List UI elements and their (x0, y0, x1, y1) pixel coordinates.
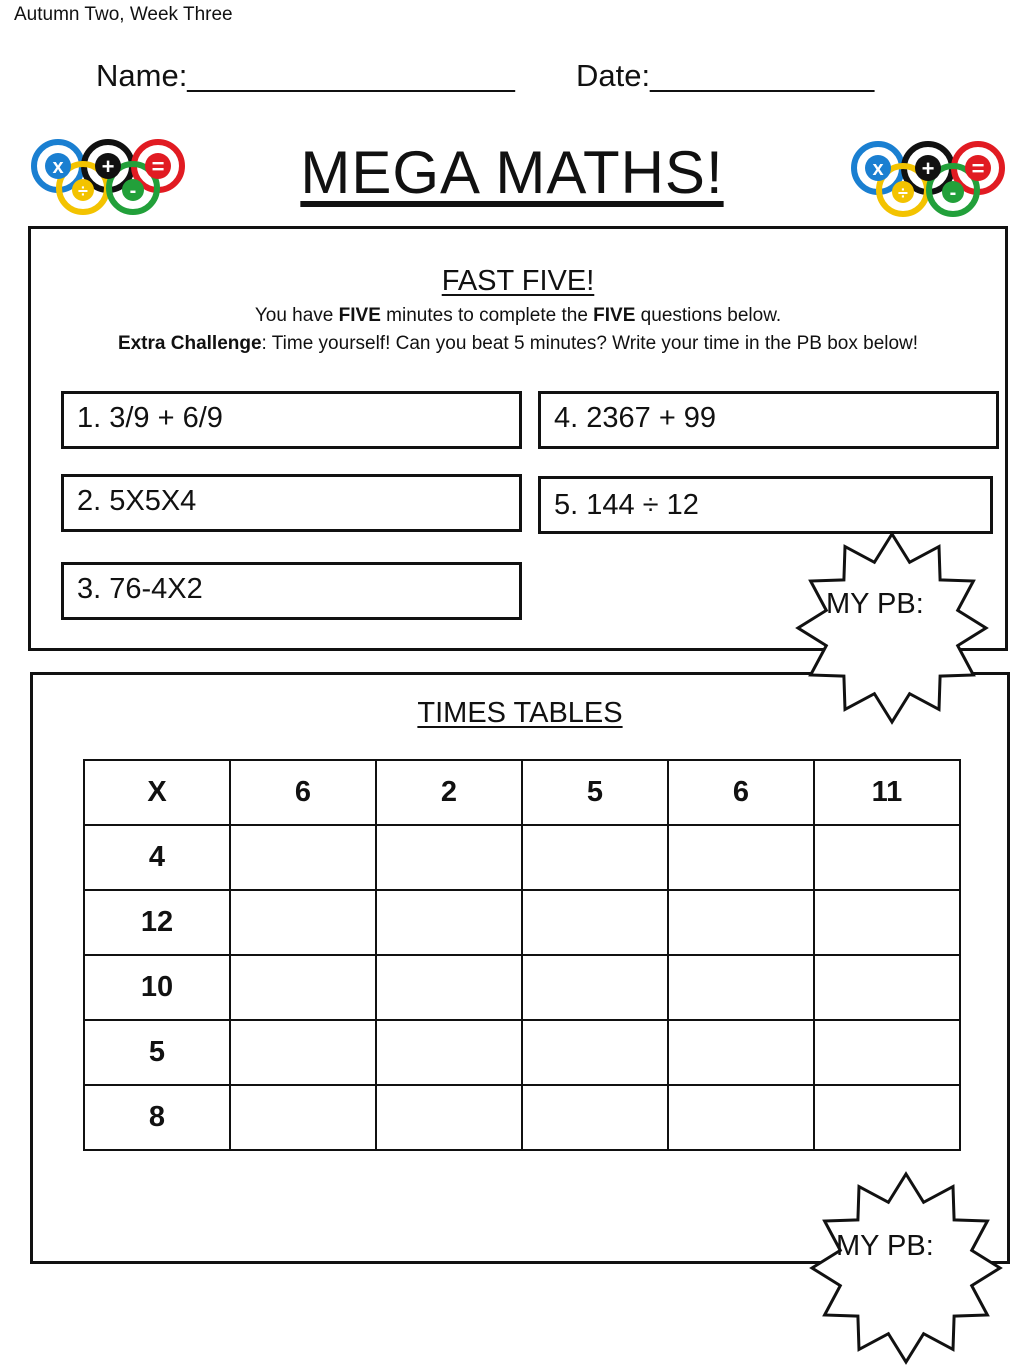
instruction-emphasis: FIVE (593, 305, 636, 326)
svg-text:+: + (101, 154, 115, 179)
fast-five-instructions (31, 305, 1005, 327)
svg-text:x: x (52, 156, 64, 178)
times-tables-heading: TIMES TABLES (417, 697, 623, 729)
svg-text:=: = (971, 156, 985, 181)
answer-cell[interactable] (522, 1085, 668, 1150)
column-header: 6 (668, 760, 814, 825)
column-header: 6 (230, 760, 376, 825)
svg-text:÷: ÷ (78, 181, 88, 201)
table-row (84, 825, 960, 890)
column-header: 11 (814, 760, 960, 825)
answer-cell[interactable] (376, 1020, 522, 1085)
table-header-row (84, 760, 960, 825)
table-row (84, 955, 960, 1020)
answer-cell[interactable] (668, 890, 814, 955)
answer-cell[interactable] (668, 825, 814, 890)
answer-cell[interactable] (814, 1085, 960, 1150)
answer-cell[interactable] (522, 955, 668, 1020)
answer-cell[interactable] (230, 1020, 376, 1085)
answer-cell[interactable] (668, 1020, 814, 1085)
instruction-text: You have (254, 305, 339, 326)
answer-cell[interactable] (376, 1085, 522, 1150)
svg-text:÷: ÷ (898, 183, 908, 203)
answer-cell[interactable] (668, 1085, 814, 1150)
extra-challenge-text: : Time yourself! Can you beat 5 minutes? Write your time in the PB box below! (261, 333, 919, 354)
table-row (84, 890, 960, 955)
answer-cell[interactable] (522, 890, 668, 955)
row-header: 5 (84, 1020, 230, 1085)
answer-cell[interactable] (522, 1020, 668, 1085)
question-3-box[interactable]: 3. 76-4X2 (61, 562, 522, 620)
extra-challenge-instructions (31, 333, 1005, 355)
row-header: 12 (84, 890, 230, 955)
answer-cell[interactable] (230, 1085, 376, 1150)
svg-text:-: - (949, 182, 957, 204)
question-1-box[interactable]: 1. 3/9 + 6/9 (61, 391, 522, 449)
page-title: MEGA MATHS! (300, 139, 724, 206)
instruction-text: minutes to complete the (380, 305, 594, 326)
answer-cell[interactable] (230, 825, 376, 890)
instruction-text: questions below. (635, 305, 782, 326)
row-header: 8 (84, 1085, 230, 1150)
svg-text:x: x (872, 158, 884, 180)
extra-challenge-label: Extra Challenge (117, 333, 262, 354)
pb-starburst-fast-five[interactable] (792, 528, 992, 728)
question-5-box[interactable]: 5. 144 ÷ 12 (538, 476, 993, 534)
svg-text:+: + (921, 156, 935, 181)
pb-label: MY PB: (826, 588, 924, 620)
worksheet-subtitle: Autumn Two, Week Three (14, 4, 233, 25)
answer-cell[interactable] (376, 890, 522, 955)
date-field[interactable]: Date:_____________ (576, 58, 875, 93)
table-row (84, 1020, 960, 1085)
fast-five-heading: FAST FIVE! (441, 265, 595, 297)
question-4-box[interactable]: 4. 2367 + 99 (538, 391, 999, 449)
answer-cell[interactable] (522, 825, 668, 890)
instruction-emphasis: FIVE (338, 305, 381, 326)
answer-cell[interactable] (814, 955, 960, 1020)
column-header: 2 (376, 760, 522, 825)
table-row (84, 1085, 960, 1150)
question-2-box[interactable]: 2. 5X5X4 (61, 474, 522, 532)
pb-label: MY PB: (836, 1230, 934, 1262)
svg-text:-: - (129, 180, 137, 202)
pb-starburst-times-tables[interactable] (806, 1168, 1006, 1368)
name-field[interactable]: Name:___________________ (96, 58, 515, 93)
answer-cell[interactable] (230, 955, 376, 1020)
column-header: 5 (522, 760, 668, 825)
answer-cell[interactable] (376, 955, 522, 1020)
row-header: 10 (84, 955, 230, 1020)
svg-text:=: = (151, 154, 165, 179)
table-corner-cell: X (84, 760, 230, 825)
answer-cell[interactable] (230, 890, 376, 955)
answer-cell[interactable] (376, 825, 522, 890)
times-tables-grid (83, 759, 961, 1151)
olympic-maths-rings-icon (848, 138, 1008, 218)
row-header: 4 (84, 825, 230, 890)
answer-cell[interactable] (814, 825, 960, 890)
answer-cell[interactable] (814, 890, 960, 955)
answer-cell[interactable] (814, 1020, 960, 1085)
answer-cell[interactable] (668, 955, 814, 1020)
